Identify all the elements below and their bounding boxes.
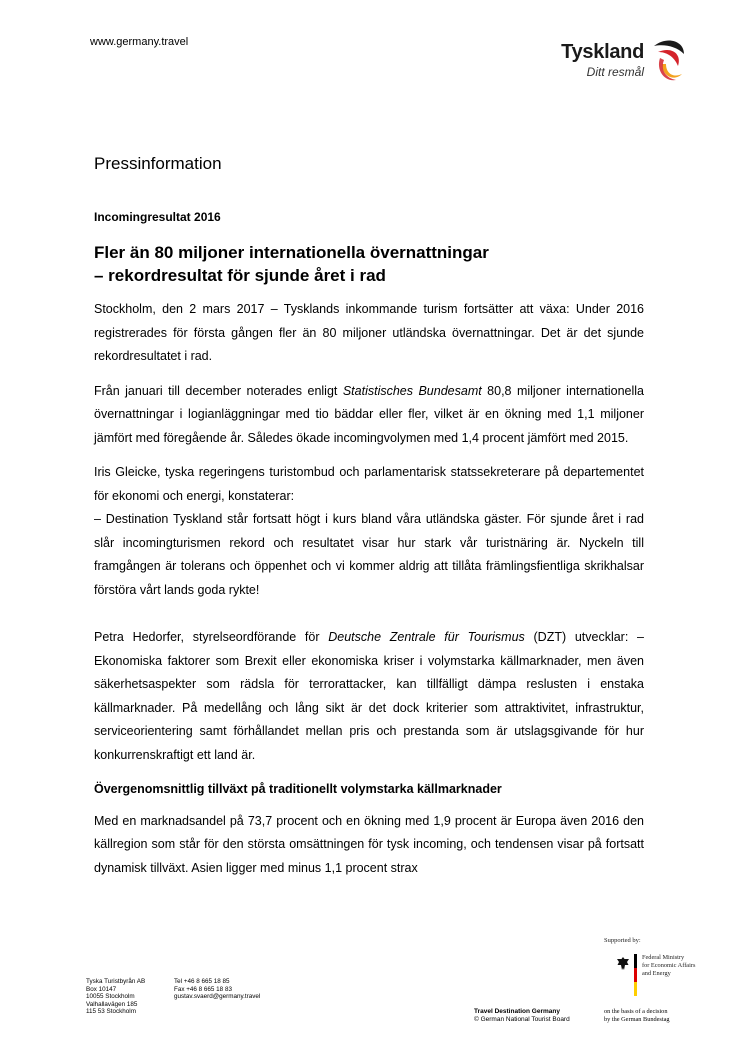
address-line-5: 115 53 Stockholm xyxy=(86,1008,136,1015)
footer-contact xyxy=(174,978,260,1001)
website-url: www.germany.travel xyxy=(90,36,189,48)
swirl-logo-icon xyxy=(648,36,688,84)
paragraph-2-source: Statistisches Bundesamt xyxy=(342,383,482,398)
address-line-2: Box 10147 xyxy=(86,985,117,993)
logo-title: Tyskland xyxy=(561,41,644,63)
address-line-1: Tyska Turistbyrån AB xyxy=(86,978,146,985)
address-line-3: 10055 Stockholm xyxy=(86,993,135,1000)
footer-address xyxy=(86,978,145,1016)
paragraph-3 xyxy=(94,461,644,602)
paragraph-2-pre: Från januari till december noterades enligt xyxy=(94,383,343,398)
headline-line-2: – rekordresultat för sjunde året i rad xyxy=(94,266,386,285)
ministry-line-2: for Economic Affairs xyxy=(642,962,696,969)
ministry-line-3: and Energy xyxy=(642,970,671,977)
contact-email: gustav.svaerd@germany.travel xyxy=(174,993,261,1000)
kicker-heading: Incomingresultat 2016 xyxy=(94,210,221,224)
travel-destination-germany xyxy=(474,1008,570,1024)
article-body xyxy=(94,298,644,891)
paragraph-5: Med en marknadsandel på 73,7 procent och en ökning med 1,9 procent är Europa även 2016 den källregion som står för den största omsättningen för tysk incoming, och tendensen visar på fortsatt dynamisk tillväxt. Asien ligger med minus 1,1 procent strax xyxy=(94,813,644,875)
paragraph-2-post: 80,8 miljoner internationella övernattningar i logianläggningar med tio bäddar eller fler, vilket är en ökning med 1,1 miljoner jämfört med föregående år. Således ökade incomingvolymen med 1,4 procent jämfört med 2015. xyxy=(94,383,644,445)
address-line-4: Valhallavägen 185 xyxy=(86,1000,138,1008)
contact-fax: Fax +46 8 665 18 83 xyxy=(174,985,232,993)
document-label: Pressinformation xyxy=(94,154,222,173)
paragraph-3-quote: – Destination Tyskland står fortsatt högt i kurs bland våra utländska gäster. För sjunde året i rad slår incomingturismen rekord och resultatet visar hur stark vår turistnäring är. Nyckeln till framgången är tolerans och öppenhet och vi kommer aldrig att tillåta främlingsfientliga skrikhalsar förstöra vårt lands goda rykte! xyxy=(94,512,644,597)
headline xyxy=(94,241,654,287)
decision-line-2: by the German Bundestag xyxy=(604,1016,670,1023)
supported-by-label: Supported by: xyxy=(604,937,641,944)
tdg-title: Travel Destination Germany xyxy=(474,1008,560,1015)
paragraph-2 xyxy=(94,380,644,451)
paragraph-1: Stockholm, den 2 mars 2017 – Tysklands inkommande turism fortsätter att växa: Under 2016 registrerades för första gången fler än 80 miljoner utländska övernattningar. Det är det sjunde rekordresultatet i rad. xyxy=(94,302,644,363)
logo-subtitle: Ditt resmål xyxy=(586,65,644,79)
contact-phone: Tel +46 8 665 18 85 xyxy=(174,978,230,985)
eagle-icon xyxy=(616,956,630,972)
paragraph-3-intro: Iris Gleicke, tyska regeringens turistombud och parlamentarisk statssekreterare på departementet för ekonomi och energi, konstaterar: xyxy=(94,465,644,503)
tdg-subtitle: © German National Tourist Board xyxy=(474,1016,570,1023)
decision-line-1: on the basis of a decision xyxy=(604,1008,668,1015)
ministry-name xyxy=(642,954,722,978)
ministry-logo xyxy=(616,954,716,996)
ministry-line-1: Federal Ministry xyxy=(642,954,685,961)
paragraph-4 xyxy=(94,626,644,767)
bundestag-decision xyxy=(604,1008,670,1024)
section-subheading: Övergenomsnittlig tillväxt på traditionellt volymstarka källmarknader xyxy=(94,782,502,796)
german-flag xyxy=(634,954,637,996)
paragraph-4-pre: Petra Hedorfer, styrelseordförande för xyxy=(94,630,329,644)
tyskland-logo xyxy=(548,36,688,86)
paragraph-4-org: Deutsche Zentrale für Tourismus xyxy=(328,630,525,644)
headline-line-1: Fler än 80 miljoner internationella övernattningar xyxy=(94,243,489,262)
paragraph-4-post: (DZT) utvecklar: – Ekonomiska faktorer som Brexit eller ekonomiska kriser i volymstarka källmarknader, men även säkerhetsaspekter som rädsla för terrorattacker, kan tillfälligt dämpa reslusten i enstaka källmarknader. På medellång och lång sikt är det dock kriterier som attraktivitet, infrastruktur, serviceorientering samt förhållandet mellan pris och prestanda som är utslagsgivande för hur konkurrenskraftigt ett land är. xyxy=(94,630,644,762)
